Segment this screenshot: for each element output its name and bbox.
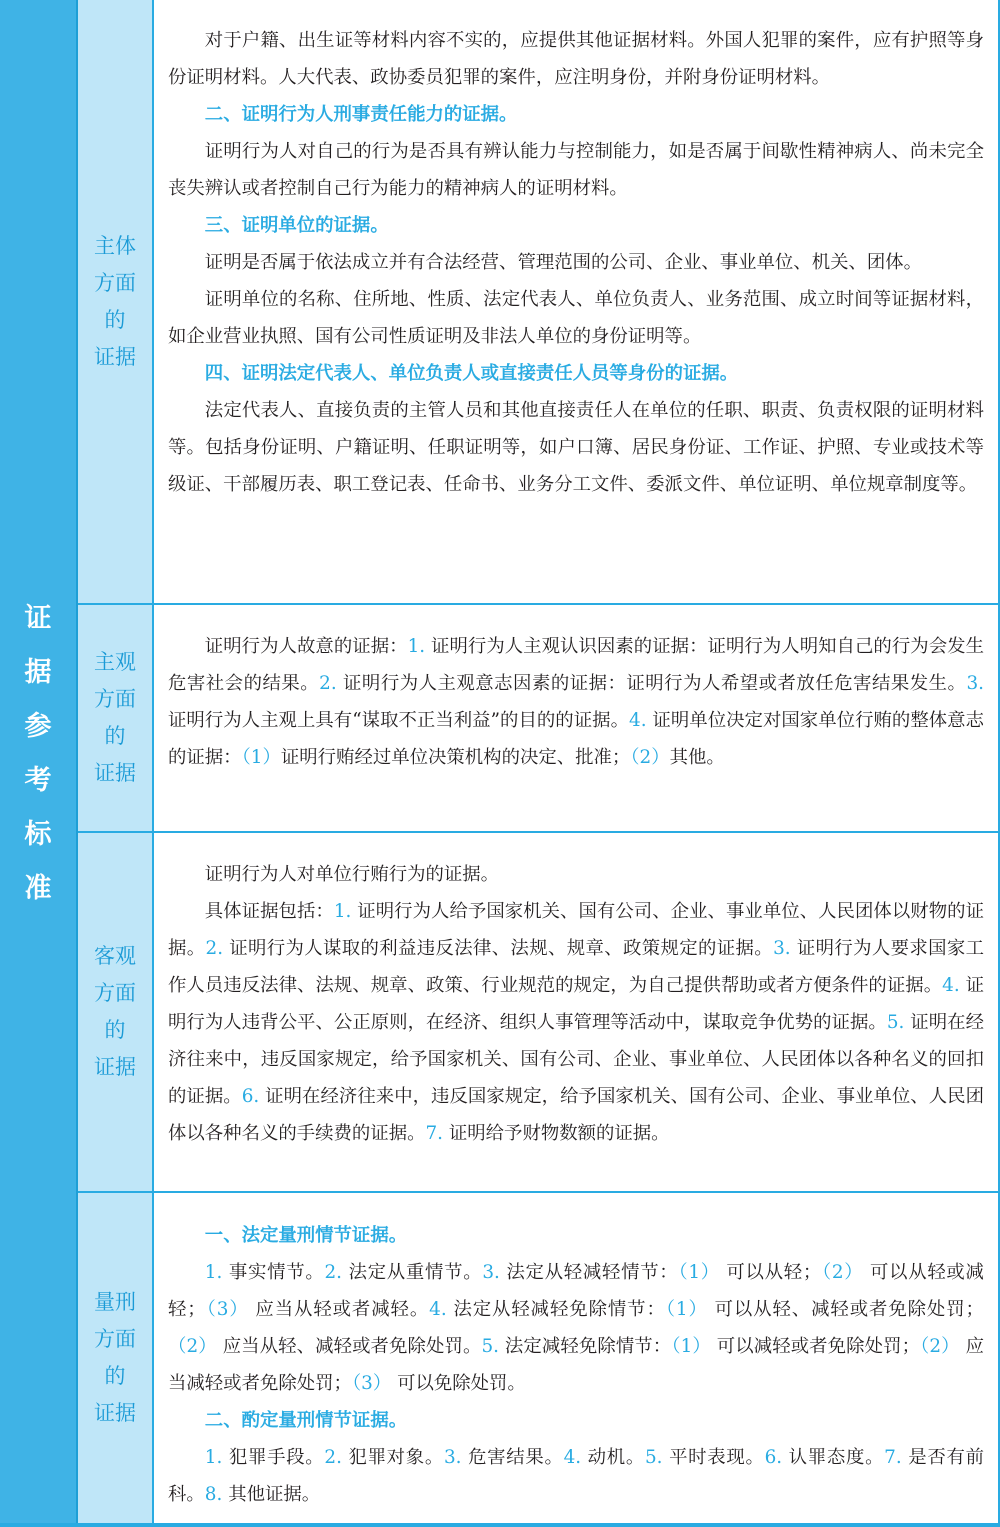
- item-text: 可以从轻、减轻或者免除处罚；: [707, 1299, 984, 1320]
- item-number: 5.: [644, 1447, 663, 1468]
- item-text: 是否有前科。: [168, 1447, 984, 1505]
- item-number: 8.: [204, 1484, 223, 1505]
- item-number: 1.: [204, 1447, 223, 1468]
- item-number: 7.: [425, 1123, 444, 1144]
- item-number: 3.: [443, 1447, 462, 1468]
- item-text: 其他。: [669, 747, 725, 768]
- section-heading: 三、证明单位的证据。: [204, 215, 389, 236]
- item-number: （1）: [241, 747, 281, 768]
- item-text: 动机。: [581, 1447, 645, 1468]
- item-number: （2）: [168, 1336, 217, 1357]
- item-text: 证明行为人主观意志因素的证据：证明行为人希望或者放任危害结果发生。: [336, 673, 967, 694]
- item-number: 4.: [429, 1299, 447, 1320]
- item-text: 证明行为人给予国家机关、国有公司、企业、事业单位、人民团体以财物的证据。: [168, 901, 984, 959]
- item-text: 危害结果。: [461, 1447, 564, 1468]
- item-number: 2.: [324, 1262, 342, 1283]
- item-number: 6.: [241, 1086, 260, 1107]
- item-text: 认罪态度。: [782, 1447, 885, 1468]
- item-number: 1.: [333, 901, 352, 922]
- category-label: [90, 938, 140, 1086]
- item-number: 2.: [205, 938, 224, 959]
- item-text: 证明行为人主观上具有“谋取不正当利益”的目的的证据。: [168, 710, 629, 731]
- section-heading: 二、证明行为人刑事责任能力的证据。: [204, 104, 518, 125]
- label-line: 证据: [94, 344, 136, 369]
- paragraph: [168, 893, 984, 1152]
- item-text: 证明行为人谋取的利益违反法律、法规、规章、政策规定的证据。: [223, 938, 774, 959]
- label-line: 主体: [94, 233, 136, 258]
- category-sentencing: [78, 1193, 154, 1523]
- side-title-char: 准: [24, 873, 52, 904]
- side-title-char: 考: [24, 765, 52, 796]
- section-content-subject: [154, 22, 998, 503]
- item-number: （2）: [920, 1336, 960, 1357]
- item-number: 2.: [319, 673, 337, 694]
- label-line: 方面: [94, 981, 136, 1005]
- item-number: 7.: [884, 1447, 902, 1468]
- row-divider: [78, 1191, 998, 1193]
- label-line: 的: [104, 307, 126, 332]
- row-divider: [78, 603, 998, 605]
- item-text: 证明行为人要求国家工作人员违反法律、法规、规章、政策、行业规范的规定，为自己提供帮助或者方便条件的证据。: [168, 938, 984, 996]
- item-text: 证明行为人主观认识因素的证据：证明行为人明知自己的行为会发生危害社会的结果。: [168, 636, 984, 694]
- section-heading: 四、证明法定代表人、单位负责人或直接责任人员等身份的证据。: [204, 363, 739, 384]
- item-text: 犯罪手段。: [222, 1447, 325, 1468]
- label-line: 证据: [94, 1055, 136, 1079]
- label-line: 的: [104, 1018, 126, 1042]
- section-heading: 二、酌定量刑情节证据。: [204, 1410, 408, 1431]
- row-divider: [78, 831, 998, 833]
- side-title-char: 证: [24, 603, 52, 634]
- item-number: 4.: [629, 710, 647, 731]
- item-number: 1.: [204, 1262, 223, 1283]
- side-title-char: 标: [24, 819, 52, 850]
- item-text: 应当减轻或者免除处罚；: [168, 1336, 984, 1394]
- item-number: （1）: [665, 1299, 708, 1320]
- item-text: 证明行贿经过单位决策机构的决定、批准；: [280, 747, 631, 768]
- item-text: 法定从轻减轻免除情节：: [446, 1299, 666, 1320]
- side-column: [0, 0, 78, 1523]
- item-number: （2）: [630, 747, 670, 768]
- category-objective: [78, 833, 154, 1191]
- label-line: 方面: [94, 687, 136, 711]
- label-line: 方面: [94, 270, 136, 295]
- item-number: 5.: [886, 1012, 905, 1033]
- paragraph: 证明行为人对单位行贿行为的证据。: [204, 864, 500, 885]
- item-text: 平时表现。: [662, 1447, 765, 1468]
- label-line: 方面: [94, 1327, 136, 1351]
- item-number: （2）: [821, 1262, 864, 1283]
- paragraph: 证明是否属于依法成立并有合法经营、管理范围的公司、企业、事业单位、机关、团体。: [204, 252, 923, 273]
- item-text: 证明在经济往来中，违反国家规定，给予国家机关、国有公司、企业、事业单位、人民团体以各种名义的回扣的证据。: [168, 1012, 984, 1107]
- item-text: 法定从重情节。: [342, 1262, 483, 1283]
- label-line: 客观: [94, 944, 136, 968]
- item-text: 应当从轻、减轻或者免除处罚。: [216, 1336, 482, 1357]
- item-text: 证明行为人违背公平、公正原则，在经济、组织人事管理等活动中，谋取竞争优势的证据。: [168, 975, 984, 1033]
- category-label: [90, 644, 140, 792]
- paragraph: [168, 628, 984, 776]
- side-title-char: 参: [24, 711, 52, 742]
- item-number: 2.: [324, 1447, 342, 1468]
- label-line: 的: [104, 724, 126, 748]
- item-number: 5.: [481, 1336, 499, 1357]
- label-line: 量刑: [94, 1290, 136, 1314]
- item-text: 证明给予财物数额的证据。: [443, 1123, 670, 1144]
- category-label: [90, 228, 140, 376]
- item-number: 6.: [764, 1447, 783, 1468]
- side-title-char: 据: [24, 657, 52, 688]
- item-number: （3）: [205, 1299, 249, 1320]
- item-text: 可以免除处罚。: [391, 1373, 526, 1394]
- section-content-objective: [154, 856, 998, 1152]
- item-text: 应当从轻或者减轻。: [248, 1299, 430, 1320]
- item-text: 法定减轻免除情节：: [499, 1336, 672, 1357]
- label-line: 证据: [94, 761, 136, 785]
- item-text: 可以从轻；: [719, 1262, 822, 1283]
- section-heading: 一、法定量刑情节证据。: [204, 1225, 408, 1246]
- paragraph: 对于户籍、出生证等材料内容不实的，应提供其他证据材料。外国人犯罪的案件，应有护照等身份证明材料。人大代表、政协委员犯罪的案件，应注明身份，并附身份证明材料。: [168, 30, 984, 88]
- item-number: 4.: [563, 1447, 582, 1468]
- item-number: 1.: [407, 636, 426, 657]
- item-number: 3.: [773, 938, 791, 959]
- item-text: 证明在经济往来中，违反国家规定，给予国家机关、国有公司、企业、事业单位、人民团体以各种名义的手续费的证据。: [168, 1086, 984, 1144]
- item-text: 可以减轻或者免除处罚；: [710, 1336, 920, 1357]
- section-content-sentencing: [154, 1217, 998, 1513]
- label-line: 证据: [94, 1401, 136, 1425]
- item-text: 证明行为人故意的证据：: [204, 636, 408, 657]
- category-subject: [78, 0, 154, 603]
- item-text: 具体证据包括：: [204, 901, 334, 922]
- side-title: [0, 592, 76, 916]
- label-line: 主观: [94, 650, 136, 674]
- paragraph: [168, 1439, 984, 1513]
- item-text: 证明单位决定对国家单位行贿的整体意志的证据：: [168, 710, 984, 768]
- section-content-subjective: [154, 628, 998, 776]
- item-text: 可以从轻或减轻；: [168, 1262, 984, 1320]
- item-text: 犯罪对象。: [341, 1447, 444, 1468]
- category-label: [90, 1284, 140, 1432]
- item-number: （3）: [351, 1373, 392, 1394]
- paragraph: [168, 1254, 984, 1402]
- item-number: 3.: [482, 1262, 500, 1283]
- label-line: 的: [104, 1364, 126, 1388]
- item-text: 其他证据。: [222, 1484, 321, 1505]
- item-number: 4.: [942, 975, 960, 996]
- paragraph: 法定代表人、直接负责的主管人员和其他直接责任人在单位的任职、职责、负责权限的证明材料等。包括身份证明、户籍证明、任职证明等，如户口簿、居民身份证、工作证、护照、专业或技术等级证、干部履历表、职工登记表、任命书、业务分工文件、委派文件、单位证明、单位规章制度等。: [168, 400, 984, 495]
- paragraph: 证明行为人对自己的行为是否具有辨认能力与控制能力，如是否属于间歇性精神病人、尚未完全丧失辨认或者控制自己行为能力的精神病人的证明材料。: [168, 141, 984, 199]
- item-number: （1）: [671, 1336, 711, 1357]
- item-text: 法定从轻减轻情节：: [499, 1262, 679, 1283]
- paragraph: 证明单位的名称、住所地、性质、法定代表人、单位负责人、业务范围、成立时间等证据材料，如企业营业执照、国有公司性质证明及非法人单位的身份证明等。: [168, 289, 984, 347]
- item-number: （1）: [678, 1262, 720, 1283]
- item-number: 3.: [966, 673, 984, 694]
- category-subjective: [78, 605, 154, 831]
- item-text: 事实情节。: [222, 1262, 325, 1283]
